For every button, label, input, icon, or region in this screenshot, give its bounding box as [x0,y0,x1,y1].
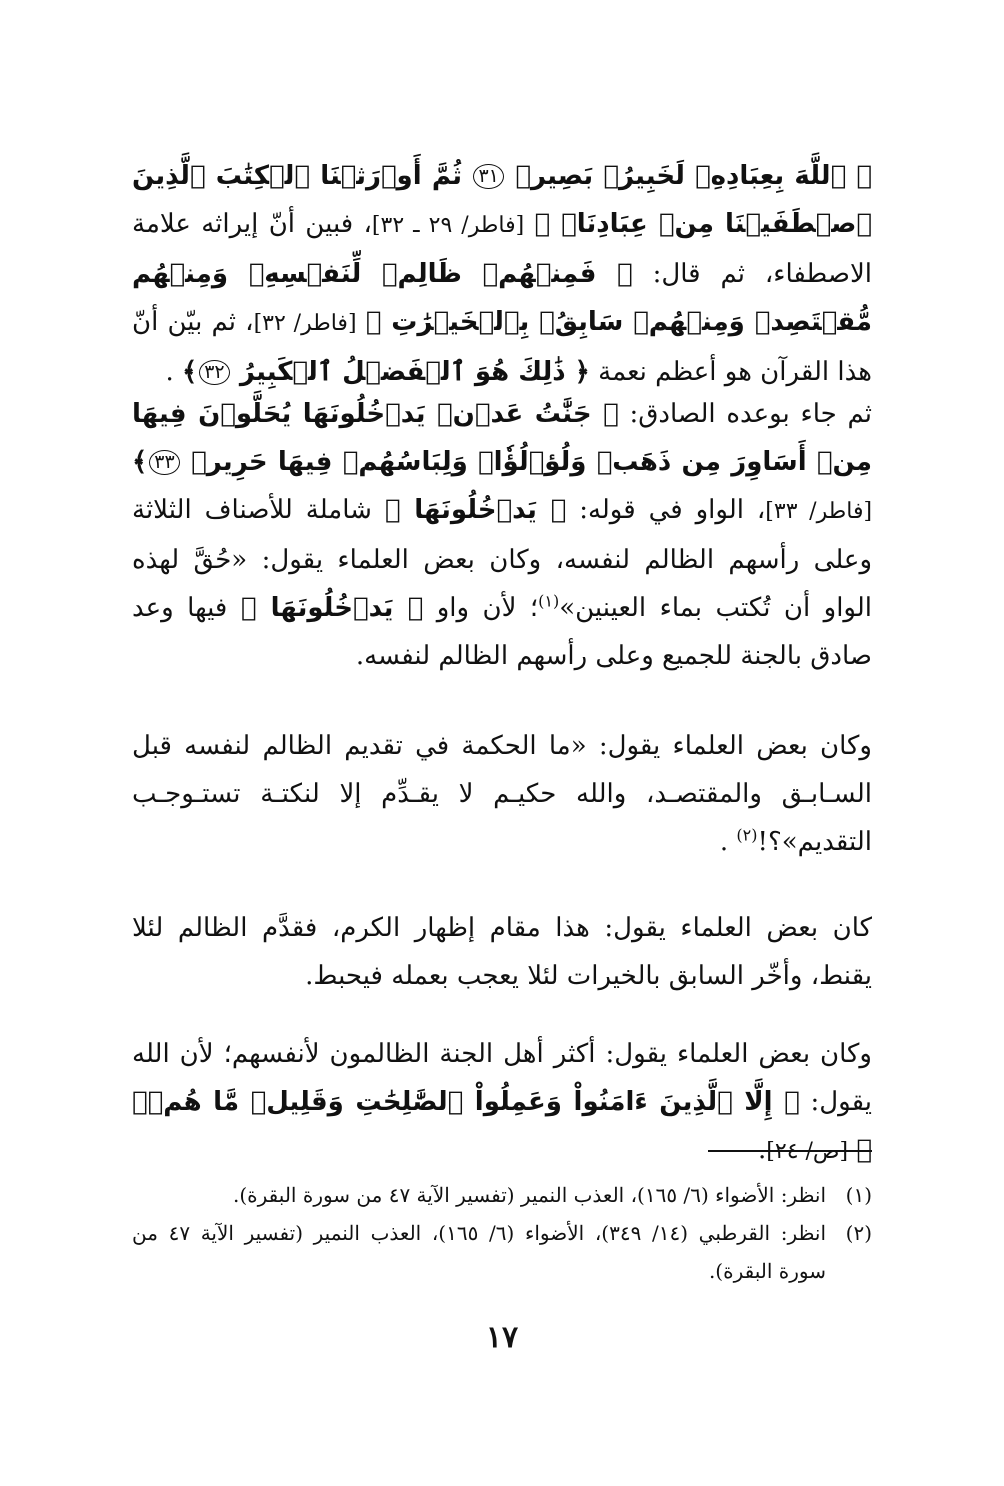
ayah-number-marker: ٣١ [473,164,503,189]
footnote-text: انظر: الأضواء (٦/ ١٦٥)، العذب النمير (تفسير الآية ٤٧ من سورة البقرة). [233,1183,826,1207]
quran-verse: ﴿ جَنَّٰتُ عَدۡنٖ يَدۡخُلُونَهَا يُحَلَّوۡنَ فِيهَا مِنۡ أَسَاوِرَ مِن ذَهَبٖ وَلُؤۡلُؤٗاۖ وَلِبَاسُهُمۡ فِيهَا حَرِيرٞ [132,399,872,477]
footnotes [132,1176,872,1290]
quran-verse: ﴿ إِلَّا ٱلَّذِينَ ءَامَنُواْ وَعَمِلُواْ ٱلصَّٰلِحَٰتِ وَقَلِيلٞ مَّا هُمۡۗ ﴾ [132,1087,872,1165]
verse-reference: [فاطر/ ٣٣] [765,499,873,524]
footnote-separator [708,1150,872,1152]
body-text: ، ثم بيّن أنّ هذا القرآن هو أعظم نعمة [132,307,872,387]
quran-bracket: ﴾ [132,447,148,477]
paragraph-5 [132,1030,872,1176]
paragraph-3 [132,722,872,866]
paragraph-2 [132,390,872,680]
body-text: ، الواو في قوله: [579,495,766,525]
body-text: فيها وعد صادق بالجنة للجميع وعلى رأسهم الظالم لنفسه. [132,593,872,671]
verse-reference: [فاطر/ ٣٢] [253,311,357,336]
footnote-marker[interactable]: (٢) [736,825,758,845]
quran-verse: ﴿ يَدۡخُلُونَهَا ﴾ [384,495,567,525]
footnote-marker[interactable]: (١) [538,591,560,611]
body-text: وكان بعض العلماء يقول: أكثر أهل الجنة الظالمون لأنفسهم؛ لأن الله يقول: [132,1039,873,1117]
footnote-number: (١) [845,1183,872,1207]
page-number: ١٧ [485,1320,519,1355]
paragraph-1 [132,152,872,396]
quran-verse: ﴿ ٱللَّهَ بِعِبَادِهِۦ لَخَبِيرُۢ بَصِيرٞ [515,161,873,191]
verse-reference: [ص/ ٢٤] [766,1139,849,1164]
footnote-text: انظر: القرطبي (١٤/ ٣٤٩)، الأضواء (٦/ ١٦٥)، العذب النمير (تفسير الآية ٤٧ من سورة البقرة). [132,1221,827,1283]
footnote-item [132,1214,872,1290]
body-text: ثم جاء بوعده الصادق: [629,399,872,429]
ayah-number-marker: ٣٢ [199,360,229,385]
quran-bracket: ﴾ [181,357,198,387]
footnote-item [132,1176,872,1214]
quran-verse: ثُمَّ أَوۡرَثۡنَا ٱلۡكِتَٰبَ ٱلَّذِينَ ٱصۡطَفَيۡنَا مِنۡ عِبَادِنَاۖ ﴾ [132,161,872,239]
body-text: ، فبين أنّ إيراثه علامة الاصطفاء، ثم قال: [132,209,873,289]
body-text: ؛ لأن واو [436,593,539,623]
footnote-number: (٢) [845,1221,872,1245]
verse-reference: [فاطر/ ٢٩ ـ ٣٢] [371,213,525,238]
quran-verse: ﴿ فَمِنۡهُمۡ ظَالِمٞ لِّنَفۡسِهِۦ وَمِنۡهُم مُّقۡتَصِدٞ وَمِنۡهُمۡ سَابِقُۢ بِٱلۡخَيۡرَٰتِ ﴾ [132,259,873,337]
quran-verse: ﴿ يَدۡخُلُونَهَا ﴾ [240,593,424,623]
ayah-number-marker: ٣٣ [149,450,179,475]
punctuation: . [758,1135,767,1165]
punctuation: . [165,357,174,387]
quran-verse: ﴿ ذَٰلِكَ هُوَ ٱلۡفَضۡلُ ٱلۡكَبِيرُ [239,357,590,387]
body-text: وكان بعض العلماء يقول: «ما الحكمة في تقديم الظالم لنفسه قبل السـابـق والمقتصـد، والله حكيـم لا يقـدِّم إلا لنكتـة تستـوجـب التقديم»؟! [132,731,872,857]
paragraph-4 [132,904,872,1000]
body-text: شاملة للأصناف الثلاثة وعلى رأسهم الظالم لنفسه، وكان بعض العلماء يقول: «حُقَّ لهذه الواو أن تُكتب بماء العينين» [132,495,873,623]
body-text: كان بعض العلماء يقول: هذا مقام إظهار الكرم، فقدَّم الظالم لئلا يقنط، وأخّر السابق بالخيرات لئلا يعجب بعمله فيحبط. [132,913,872,991]
punctuation: . [719,827,729,857]
